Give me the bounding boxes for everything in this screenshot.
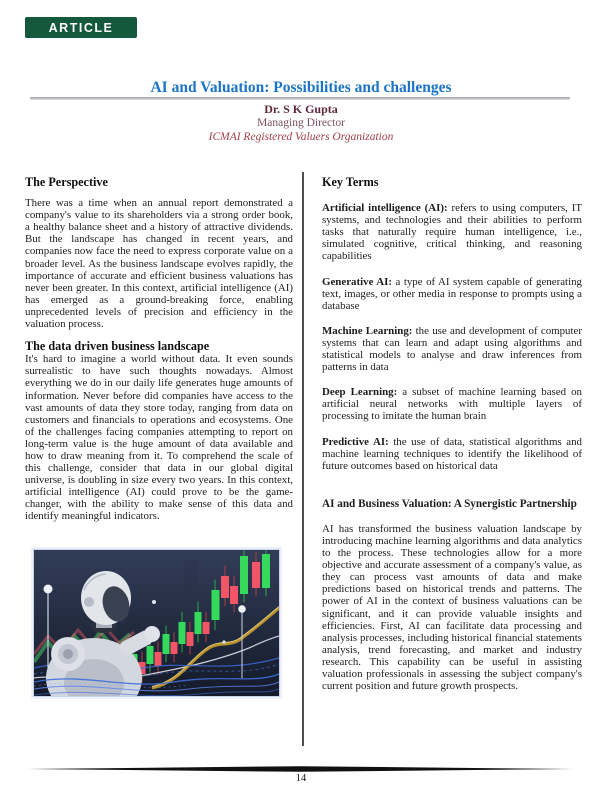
author-name: Dr. S K Gupta [264,102,338,116]
term-definition: the use of data, statistical algorithms and machine learning techniques to identify the likelihood of future outcomes based on historical data [322,435,582,472]
title-divider [30,97,570,100]
term-definition: a subset of machine learning based on artificial neural networks with multiple layers of processing to imitate the human brain [322,386,582,423]
author-organization: ICMAI Registered Valuers Organization [208,131,394,143]
paragraph-data-landscape: It's hard to imagine a world without data. It even sounds surrealistic to have such thoughts nowadays. Almost everything we do in our daily life generates huge amounts of information. Never before did companies have access to the vast amounts of data they store today, ranging from data on customers and financials to operations and ecosystems. One of the challenges facing companies attempting to report on long-term value is the huge amount of data available and how to draw meaning from it. To comprehend the scale of this challenge, consider that data in our global digital universe, is doubling in size every two years. In this context, artificial intelligence (AI) could prove to be the game-changer, with the ability to make sense of this data and identify meaningful indicators. [25,353,293,523]
section-heading-synergistic-partnership: AI and Business Valuation: A Synergistic Partnership [322,497,577,510]
section-heading-data-landscape: The data driven business landscape [25,339,210,354]
page-title: AI and Valuation: Possibilities and challenges [150,79,452,96]
term-label: Machine Learning: [322,324,413,337]
term-generative-ai [322,276,582,312]
term-label: Artificial intelligence (AI): [322,202,448,215]
author-designation: Managing Director [257,117,345,129]
robot-stock-market-image [34,550,279,696]
section-heading-key-terms: Key Terms [322,175,379,189]
term-machine-learning [322,325,582,373]
section-heading-perspective: The Perspective [25,175,108,189]
robot-stock-market-illustration [33,549,280,697]
term-label: Predictive AI: [322,435,389,448]
page-number: 14 [295,773,307,784]
right-column [322,176,582,692]
term-predictive-ai [322,436,582,472]
footer-divider [28,766,574,772]
paragraph-synergistic-partnership: AI has transformed the business valuation landscape by introducing machine learning algorithms and data analytics to the process. These technologies allow for a more objective and accurate assessment of a company's value, as they can process vast amounts of data and make predictions based on historical trends and patterns. The power of AI in the context of business valuations can be significant, and it can provide valuable insights and efficiencies. First, AI can facilitate data processing and analysis processes, including historical financial statements analysis, trend forecasting, and market and industry research. This capability can be useful in assisting valuation professionals in assessing the subject company's current position and future growth prospects. [322,522,582,693]
term-definition: a type of AI system capable of generating text, images, or other media in response to prompts using a database [322,275,582,312]
term-definition: refers to using computers, IT systems, and technologies and their abilities to perform tasks that naturally require human intelligence, i.e., simulated cognitive, critical thinking, and reasoning capabilities [322,202,582,263]
term-label: Deep Learning: [322,386,398,399]
left-column [25,176,293,523]
term-deep-learning [322,386,582,422]
term-artificial-intelligence [322,202,582,262]
term-label: Generative AI: [322,275,393,288]
article-badge: ARTICLE [25,17,137,38]
paragraph-perspective: There was a time when an annual report demonstrated a company's value to its shareholders via a strong order book, a healthy balance sheet and a history of attractive dividends. But the landscape has changed in recent years, and companies now face the need to express corporate value on a broader level. As the business landscape evolves rapidly, the importance of accurate and efficient business valuations has never been greater. In this context, artificial intelligence (AI) has emerged as a ground-breaking force, enabling unprecedented levels of precision and efficiency in the valuation process. [25,197,293,331]
column-divider [302,172,304,746]
term-definition: the use and development of computer systems that can learn and adapt using algorithms and statistical models to analyse and draw inferences from patterns in data [322,324,582,374]
